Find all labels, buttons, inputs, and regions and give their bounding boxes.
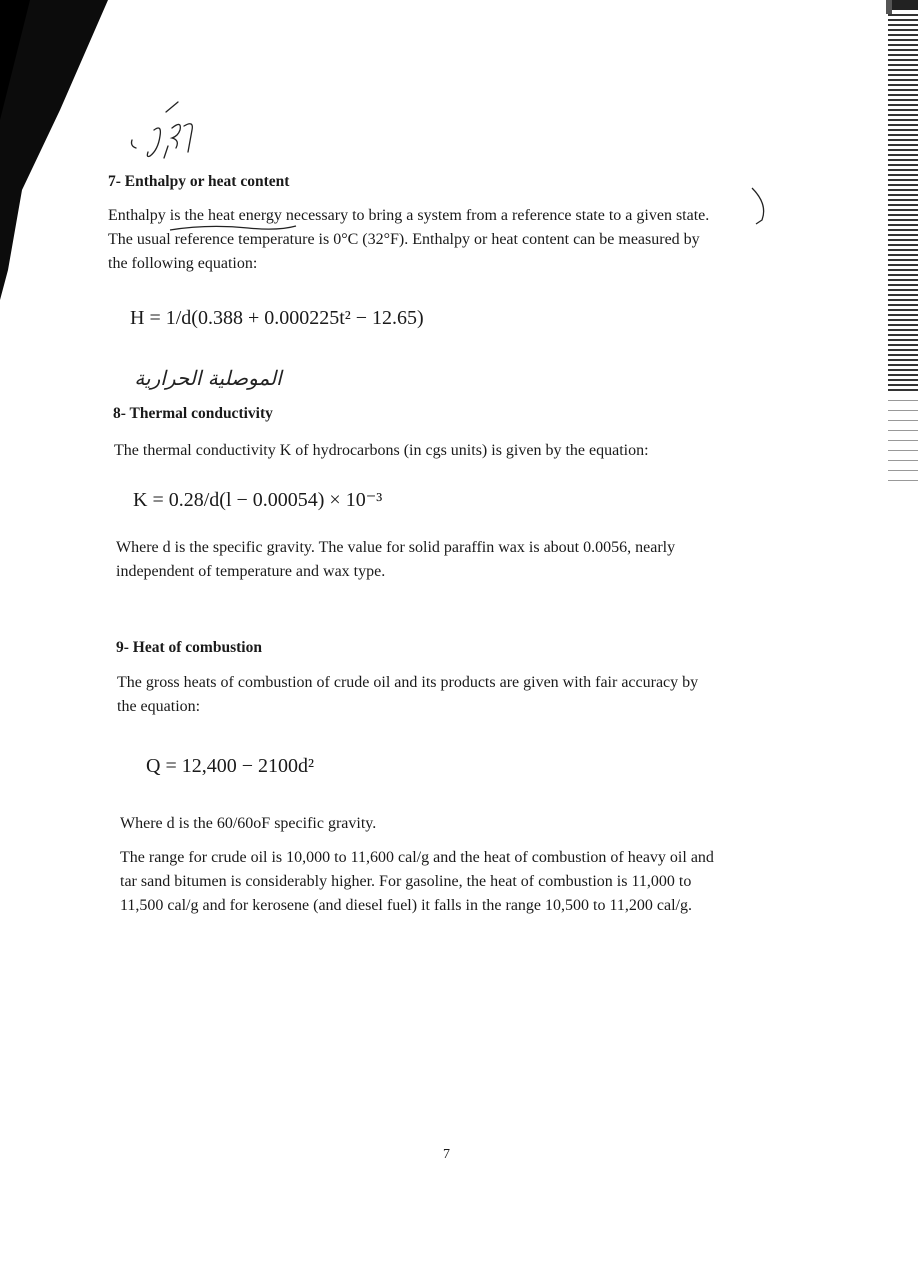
heat-of-combustion-equation (146, 755, 314, 778)
handwritten-scribble (128, 100, 208, 172)
enthalpy-equation (130, 307, 424, 330)
text-line: 11,500 cal/g and for kerosene (and diesel fuel) it falls in the range 10,500 to 11,200 cal/g. (120, 897, 692, 914)
heat-of-combustion-range (120, 846, 714, 918)
equation-text: H = 1/d(0.388 + 0.000225t² − 12.65) (130, 307, 424, 329)
text-line: the equation: (117, 698, 201, 715)
equation-text: K = 0.28/d(l − 0.00054) × 10⁻³ (133, 489, 383, 511)
specific-gravity-note: Where d is the 60/60oF specific gravity. (120, 815, 377, 832)
scan-noise-right (884, 0, 918, 500)
text-line: the following equation: (108, 255, 258, 272)
section-heading-enthalpy: 7- Enthalpy or heat content (108, 173, 290, 190)
text-line: independent of temperature and wax type. (116, 563, 386, 580)
handwritten-arabic-note (118, 366, 298, 406)
handwritten-underline (168, 222, 298, 236)
thermal-conductivity-paragraph (116, 536, 675, 584)
section-heading-thermal-conductivity: 8- Thermal conductivity (113, 405, 273, 422)
page-number: 7 (443, 1147, 450, 1162)
text-line: tar sand bitumen is considerably higher. For gasoline, the heat of combustion is 11,000 to (120, 873, 692, 890)
section-heading-heat-of-combustion: 9- Heat of combustion (116, 639, 262, 656)
heat-of-combustion-intro (117, 671, 698, 719)
text-line: Enthalpy is the heat energy necessary to bring a system from a reference state to a given state. (108, 207, 710, 224)
text-line: The range for crude oil is 10,000 to 11,600 cal/g and the heat of combustion of heavy oil and (120, 849, 714, 866)
text-line: Where d is the specific gravity. The value for solid paraffin wax is about 0.0056, nearly (116, 539, 676, 556)
text-line: The usual reference temperature is 0°C (32°F). Enthalpy or heat content can be measured by (108, 231, 700, 248)
thermal-conductivity-equation (133, 487, 382, 512)
handwritten-bracket (748, 186, 772, 226)
equation-text: Q = 12,400 − 2100d² (146, 755, 314, 777)
arabic-note-text: الموصلية الحرارية (134, 366, 282, 390)
enthalpy-paragraph (108, 204, 709, 276)
scan-shadow-left (0, 0, 120, 300)
thermal-conductivity-intro: The thermal conductivity K of hydrocarbons (in cgs units) is given by the equation: (114, 442, 649, 459)
text-line: The gross heats of combustion of crude oil and its products are given with fair accuracy by (117, 674, 699, 691)
